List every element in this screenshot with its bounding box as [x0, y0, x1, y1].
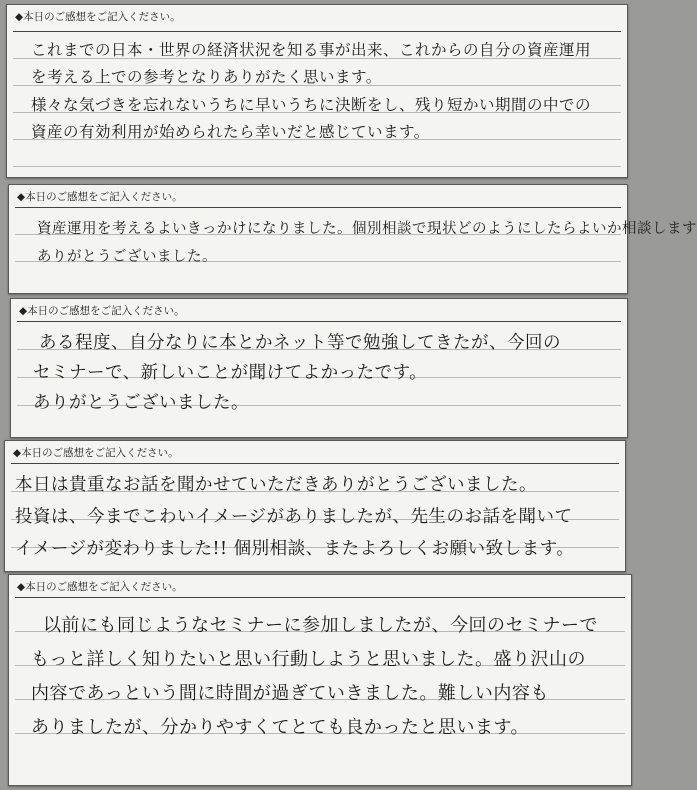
card-header-prompt: ◆本日のご感想をご記入ください。 — [17, 581, 183, 593]
handwritten-line: セミナーで、新しいことが聞けてよかったです。 — [33, 363, 428, 383]
handwritten-line: 以前にも同じようなセミナーに参加しましたが、今回のセミナーで — [43, 615, 598, 636]
handwritten-line: もっと詳しく知りたいと思い行動しようと思いました。盛り沢山の — [31, 649, 586, 670]
handwritten-line: ありましたが、分かりやすくてとても良かったと思います。 — [31, 717, 530, 738]
ruled-line — [17, 321, 621, 322]
ruled-line — [11, 463, 619, 464]
handwritten-line: を考える上での参考となりありがたく思います。 — [31, 68, 382, 86]
handwritten-line: これまでの日本・世界の経済状況を知る事が出来、これからの自分の資産運用 — [31, 41, 592, 59]
ruled-line — [13, 31, 621, 32]
handwritten-line: 資産の有効利用が始められたら幸いだと感じています。 — [31, 123, 430, 141]
comment-card — [8, 574, 632, 786]
handwritten-line: ありがとうございました。 — [37, 249, 217, 265]
ruled-line — [15, 207, 621, 208]
card-header-prompt: ◆本日のご感想をご記入ください。 — [15, 11, 181, 23]
handwritten-line: 本日は貴重なお話を聞かせていただきありがとうございました。 — [15, 475, 537, 495]
handwritten-line: 様々な気づきを忘れないうちに早いうちに決断をし、残り短かい期間の中での — [31, 96, 592, 114]
handwritten-line: ありがとうございました。 — [33, 393, 249, 413]
handwritten-line: 投資は、今までこわいイメージがありましたが、先生のお話を聞いて — [15, 507, 573, 527]
comment-card — [10, 298, 628, 438]
ruled-line — [15, 597, 625, 598]
card-header-prompt: ◆本日のご感想をご記入ください。 — [19, 305, 185, 317]
comment-card — [8, 184, 697, 294]
handwritten-line: 資産運用を考えるよいきっかけになりました。個別相談で現状どのようにしたらよいか相談します — [37, 221, 697, 237]
handwritten-line: イメージが変わりました!! 個別相談、またよろしくお願い致します。 — [15, 539, 575, 559]
comment-card — [4, 440, 626, 572]
handwritten-line: ある程度、自分なりに本とかネット等で勉強してきたが、今回の — [39, 333, 561, 353]
card-header-prompt: ◆本日のご感想をご記入ください。 — [17, 191, 183, 203]
handwritten-line: 内容であっという間に時間が過ぎていきました。難しい内容も — [31, 683, 549, 704]
card-header-prompt: ◆本日のご感想をご記入ください。 — [13, 447, 179, 459]
comment-card — [6, 4, 628, 178]
ruled-line — [13, 166, 621, 167]
